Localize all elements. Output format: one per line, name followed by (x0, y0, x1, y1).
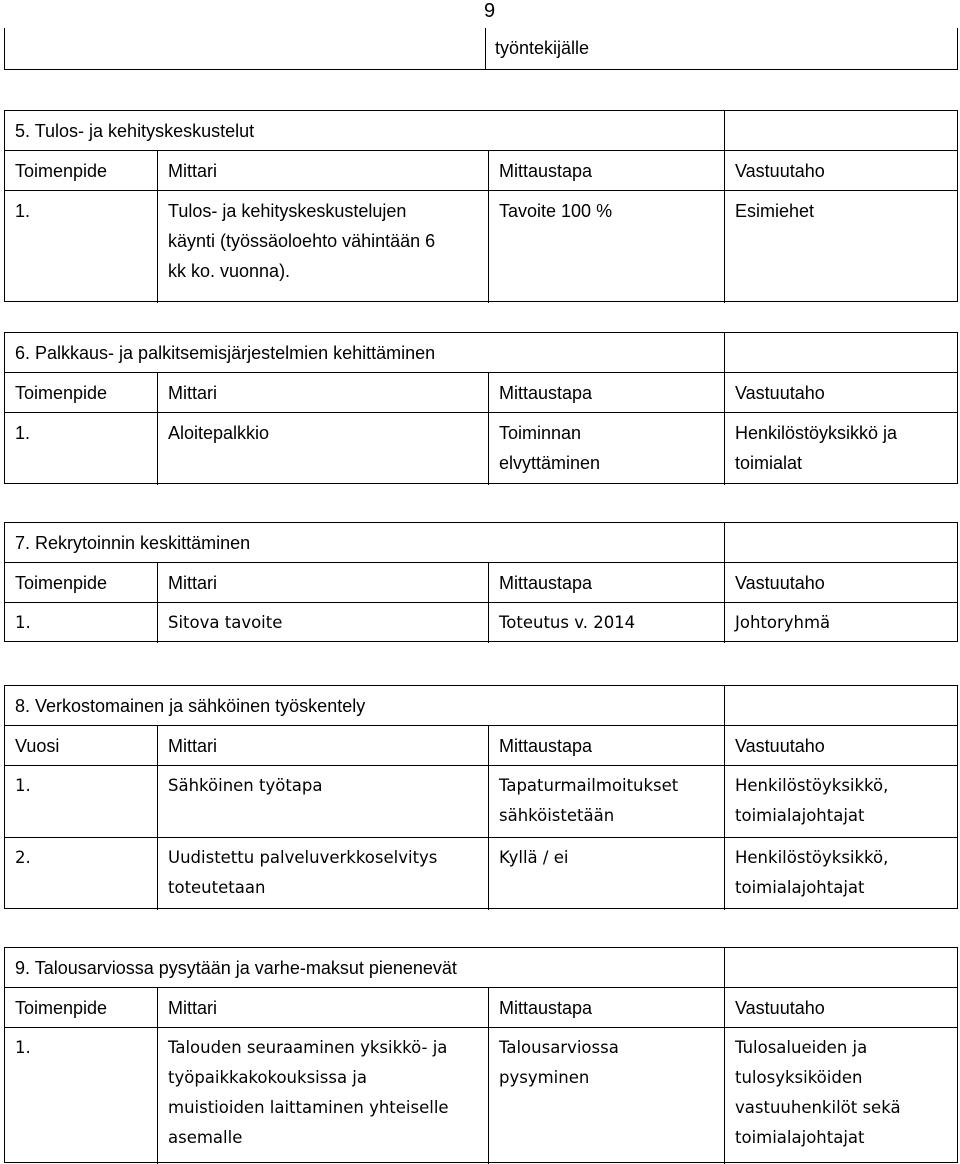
table-cell: Sitova tavoite (168, 613, 283, 632)
column-header: Vastuutaho (735, 736, 825, 756)
section-table-5 (4, 110, 958, 302)
table-cell: Tulosalueiden ja tulosyksiköiden vastuuhenkilöt sekä toimialajohtajat (735, 1038, 901, 1147)
section-table-9 (4, 947, 958, 1163)
table-cell: Sähköinen työtapa (168, 776, 323, 795)
section-table-7 (4, 522, 958, 642)
table-cell: Esimiehet (735, 201, 815, 221)
table-cell: 1. (15, 423, 31, 443)
column-divider (724, 563, 725, 643)
column-divider (488, 988, 489, 1164)
column-header: Mittari (168, 736, 217, 756)
column-divider (488, 373, 489, 485)
column-header: Vuosi (15, 736, 60, 756)
column-divider (488, 151, 489, 303)
row-divider (5, 1027, 957, 1028)
table-cell: Uudistettu palveluverkkoselvitys toteutetaan (168, 848, 438, 897)
row-divider (5, 987, 957, 988)
section-title: 7. Rekrytoinnin keskittäminen (15, 533, 251, 553)
section-title: 9. Talousarviossa pysytään ja varhe-maksut pienenevät (15, 958, 457, 978)
column-header: Vastuutaho (735, 573, 825, 593)
table-cell: Tavoite 100 % (499, 201, 613, 221)
row-divider (5, 150, 957, 151)
column-header: Mittari (168, 383, 217, 403)
column-divider (724, 151, 725, 303)
row-divider (5, 837, 957, 838)
column-divider (157, 563, 158, 643)
column-divider (724, 726, 725, 910)
row-divider (5, 562, 957, 563)
column-header: Mittaustapa (499, 383, 593, 403)
column-divider (724, 988, 725, 1164)
column-header: Mittaustapa (499, 573, 593, 593)
column-divider (157, 373, 158, 485)
column-header: Mittaustapa (499, 161, 593, 181)
table-cell: Henkilöstöyksikkö, toimialajohtajat (735, 776, 889, 825)
table-cell: 1. (15, 613, 31, 632)
column-header: Vastuutaho (735, 161, 825, 181)
title-divider (724, 111, 725, 151)
column-header: Mittari (168, 161, 217, 181)
title-divider (724, 948, 725, 988)
title-divider (724, 333, 725, 373)
column-header: Toimenpide (15, 998, 108, 1018)
section-title: 8. Verkostomainen ja sähköinen työskentely (15, 696, 366, 716)
title-divider (724, 686, 725, 726)
column-divider (157, 151, 158, 303)
table-cell: Aloitepalkkio (168, 423, 270, 443)
column-divider (485, 28, 486, 70)
row-divider (5, 412, 957, 413)
row-divider (5, 602, 957, 603)
continued-table-fragment (4, 28, 958, 70)
section-title: 6. Palkkaus- ja palkitsemisjärjestelmien kehittäminen (15, 343, 436, 363)
column-header: Toimenpide (15, 383, 108, 403)
column-header: Mittaustapa (499, 998, 593, 1018)
section-table-6 (4, 332, 958, 484)
table-cell: Johtoryhmä (735, 613, 831, 632)
table-cell: Tapaturmailmoitukset sähköistetään (499, 776, 679, 825)
table-cell: Henkilöstöyksikkö, toimialajohtajat (735, 848, 889, 897)
table-cell: 1. (15, 776, 31, 795)
page-number: 9 (484, 0, 496, 22)
section-table-8 (4, 685, 958, 909)
title-divider (724, 523, 725, 563)
table-cell: Toteutus v. 2014 (499, 613, 636, 632)
column-header: Mittari (168, 998, 217, 1018)
column-header: Vastuutaho (735, 383, 825, 403)
row-divider (5, 765, 957, 766)
column-header: Toimenpide (15, 161, 108, 181)
table-cell: 1. (15, 201, 31, 221)
column-header: Mittaustapa (499, 736, 593, 756)
section-title: 5. Tulos- ja kehityskeskustelut (15, 121, 255, 141)
table-cell: Talouden seuraaminen yksikkö- ja työpaikkakokouksissa ja muistioiden laittaminen yhteiselle asemalle (168, 1038, 449, 1147)
table-cell: Henkilöstöyksikkö ja toimialat (735, 423, 898, 473)
column-divider (488, 726, 489, 910)
column-header: Mittari (168, 573, 217, 593)
row-divider (5, 372, 957, 373)
table-cell: 1. (15, 1038, 31, 1057)
column-divider (157, 988, 158, 1164)
column-header: Vastuutaho (735, 998, 825, 1018)
column-header: Toimenpide (15, 573, 108, 593)
column-divider (488, 563, 489, 643)
fragment-text: työntekijälle (495, 38, 590, 58)
table-cell: 2. (15, 848, 31, 867)
column-divider (724, 373, 725, 485)
table-cell: Toiminnan elvyttäminen (499, 423, 601, 473)
column-divider (157, 726, 158, 910)
table-cell: Kyllä / ei (499, 848, 569, 867)
table-cell: Tulos- ja kehityskeskustelujen käynti (työssäoloehto vähintään 6 kk ko. vuonna). (168, 201, 436, 281)
row-divider (5, 725, 957, 726)
table-cell: Talousarviossa pysyminen (499, 1038, 619, 1087)
row-divider (5, 190, 957, 191)
